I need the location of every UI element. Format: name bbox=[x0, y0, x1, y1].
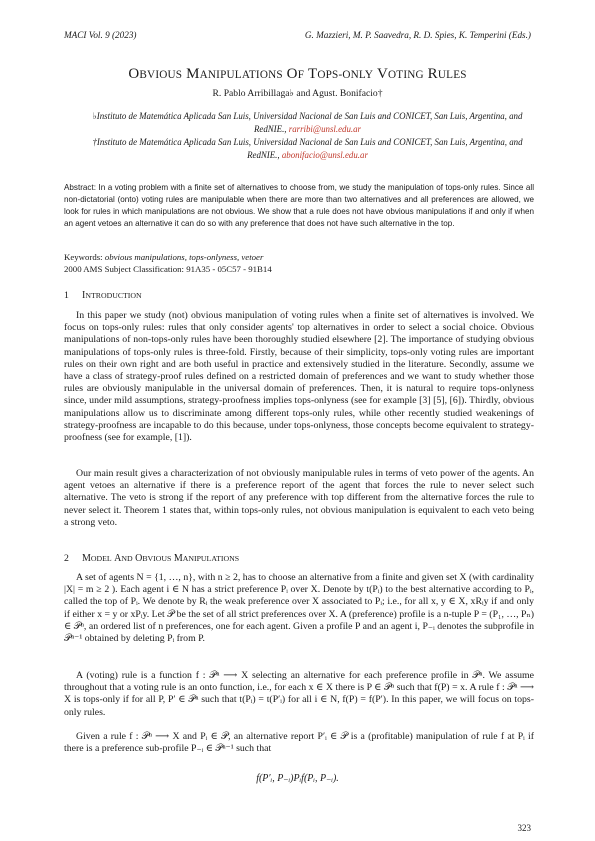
authors: R. Pablo Arribillaga♭ and Agust. Bonifacio† bbox=[212, 88, 383, 99]
msc-text: 91A35 - 05C57 - 91B14 bbox=[186, 264, 272, 274]
paragraph bbox=[64, 731, 534, 755]
page-number: 323 bbox=[517, 823, 531, 833]
journal-volume: MACI Vol. 9 (2023) bbox=[64, 30, 137, 40]
section-heading bbox=[64, 290, 142, 301]
keywords-label: Keywords: bbox=[64, 252, 103, 262]
email-link[interactable]: rarribi@unsl.edu.ar bbox=[288, 123, 362, 134]
keywords-block bbox=[64, 251, 272, 275]
paragraph bbox=[64, 468, 534, 529]
msc-label: 2000 AMS Subject Classification: bbox=[64, 264, 184, 274]
abstract-label: Abstract: bbox=[64, 183, 96, 192]
paper-title-text: OBVIOUS MANIPULATIONS OF TOPS-ONLY VOTING RULES bbox=[128, 66, 467, 82]
paragraph-text: A set of agents N = {1, …, n}, with n ≥ 2, has to choose an alternative from a finite and given set X (with cardinality |X| = m ≥ 2 ). Each agent i ∈ N has a strict preference Pᵢ over X. Denote by t(Pᵢ) to the best alternative according to Pᵢ, called the top of Pᵢ. We denote by Rᵢ the weak preference over X associated to Pᵢ; i.e., for all x, y ∈ X, xRᵢy if and only if either x = y or xPᵢy. Let 𝒫 be the set of all strict preferences over X. A (preference) profile is a n-tuple P = (P₁, …, Pₙ) ∈ 𝒫ⁿ, an ordered list of n preferences, one for each agent. Given a profile P and an agent i, P₋ᵢ denotes the subprofile in 𝒫ⁿ⁻¹ obtained by deleting Pᵢ from P. bbox=[64, 572, 534, 645]
affiliation-text: Instituto de Matemática Aplicada San Luis, Universidad Nacional de San Luis and CONICET, San Luis, Argentina, and RedNIE., bbox=[96, 137, 523, 160]
paragraph-text: In this paper we study (not) obvious manipulation of voting rules when a finite set of alternatives is involved. We focus on tops-only rules: rules that only consider agents' top alternatives in order to select a social choice. Obvious manipulations of non-tops-only rules have been thoroughly studied elsewhere [2]. The importance of studying obvious manipulations of tops-only rules is three-fold. Firstly, because of their simplicity, tops-only voting rules are important rules on their own right and are both useful in practice and extensively studied in the literature. Secondly, assume we have a class of strategy-proof rules defined on a restricted domain of preferences and we want to study whether those rules are obviously manipulable in the universal domain of preferences. Then, it is natural to require tops-onlyness since, under mild assumptions, strategy-proofness implies tops-onlyness (see for example [3] [5], [6]). Thirdly, obvious manipulations allow us to discriminate among different tops-only rules, while other recently studied weakenings of strategy-proofness are incapable to do this because, under tops-onlyness, those concepts become equivalent to strategy-proofness (see for example, [1]). bbox=[64, 310, 534, 444]
affiliation-2 bbox=[80, 136, 535, 161]
display-equation: f(P′ᵢ, P₋ᵢ)Pᵢf(Pᵢ, P₋ᵢ). bbox=[256, 773, 339, 784]
paragraph-text: Our main result gives a characterization of not obviously manipulable rules in terms of veto power of the agents. An agent vetoes an alternative if there is a preference report of the agent that forces the rule to never select such alternative. The veto is strong if the report of any preference with top different from the alternative forces the rule to never select it. Theorem 1 states that, within tops-only rules, not obvious manipulation is equivalent to each veto being a strong veto. bbox=[64, 468, 534, 528]
affiliation-mark: ♭ bbox=[92, 111, 97, 121]
section-heading bbox=[64, 553, 239, 564]
section-number: 1 bbox=[64, 290, 69, 301]
paragraph-text: Given a rule f : 𝒫ⁿ ⟶ X and Pᵢ ∈ 𝒫, an alternative report P′ᵢ ∈ 𝒫 is a (profitable) manipulation of rule f at Pᵢ if there is a preference sub-profile P₋ᵢ ∈ 𝒫ⁿ⁻¹ such that bbox=[64, 731, 534, 755]
paragraph bbox=[64, 310, 534, 444]
paragraph bbox=[64, 670, 534, 719]
section-number: 2 bbox=[64, 553, 69, 564]
abstract-text: In a voting problem with a finite set of alternatives to choose from, we study the manipulation of tops-only rules. Since all non-dictatorial (onto) voting rules are manipulable when there are more than two alternatives and all preferences are allowed, we look for rules in which manipulations are not obvious. We show that a rule does not have obvious manipulations if and only if when an agent vetoes an alternative it can do so with any preference that does not have such alternative in the top. bbox=[64, 183, 535, 229]
paper-title bbox=[0, 66, 595, 83]
paragraph-text: A (voting) rule is a function f : 𝒫ⁿ ⟶ X selecting an alternative for each preference profile in 𝒫ⁿ. We assume throughout that a voting rule is an onto function, i.e., for each x ∈ X there is P ∈ 𝒫ⁿ such that f(P) = x. A rule f : 𝒫ⁿ ⟶ X is tops-only if for all P, P′ ∈ 𝒫ⁿ such that t(Pᵢ) = t(P′ᵢ) for all i ∈ N, f(P) = f(P′). In this paper, we will focus on tops-only rules. bbox=[64, 670, 534, 718]
abstract bbox=[64, 182, 534, 230]
editors: G. Mazzieri, M. P. Saavedra, R. D. Spies, K. Temperini (Eds.) bbox=[304, 30, 531, 40]
affiliation-1 bbox=[80, 110, 535, 135]
section-title: MODEL AND OBVIOUS MANIPULATIONS bbox=[82, 553, 240, 564]
paragraph bbox=[64, 572, 534, 645]
keywords-text: obvious manipulations, tops-onlyness, vetoer bbox=[104, 252, 264, 262]
section-title: INTRODUCTION bbox=[82, 290, 142, 301]
affiliation-mark: † bbox=[92, 137, 97, 147]
affiliation-text: Instituto de Matemática Aplicada San Luis, Universidad Nacional de San Luis and CONICET, San Luis, Argentina, and RedNIE., bbox=[96, 111, 523, 134]
email-link[interactable]: abonifacio@unsl.edu.ar bbox=[281, 149, 368, 160]
